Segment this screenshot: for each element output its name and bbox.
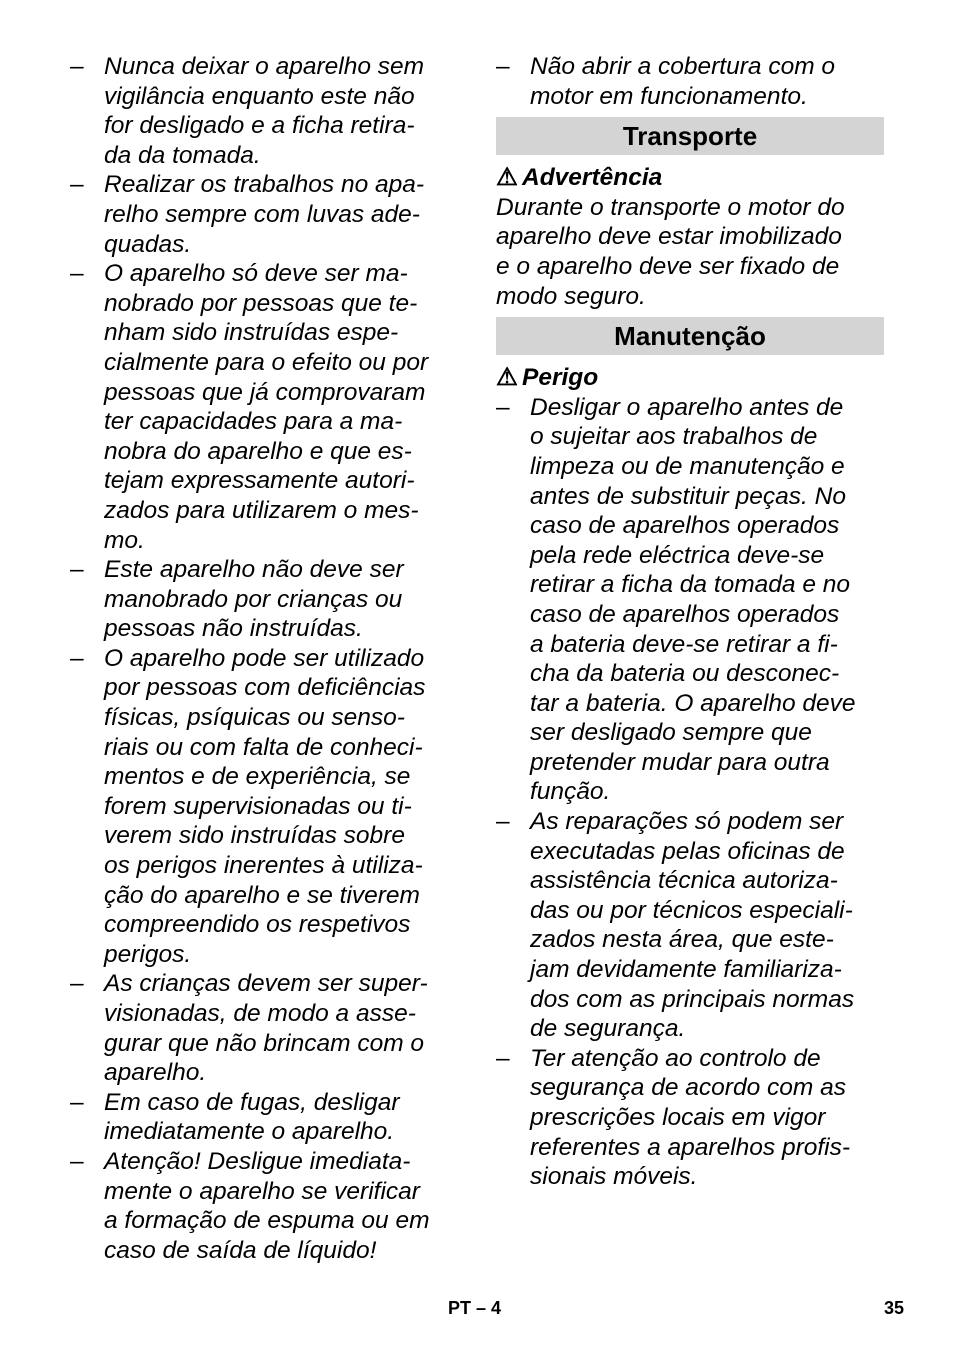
text-line: As crianças devem ser super- [104,970,428,998]
text-line: Desligar o aparelho antes de [530,393,844,421]
text-line: aparelho deve estar imobilizado [496,223,842,251]
bullet-dash: – [496,1044,510,1072]
bullet-dash: – [496,808,510,836]
left-column [70,52,465,1265]
bullet-dash: – [70,1088,84,1116]
text-line: caso de saída de líquido! [104,1236,377,1264]
text-line: físicas, psíquicas ou senso- [104,704,405,732]
text-line: Em caso de fugas, desligar [104,1088,400,1116]
warning-triangle-icon: ⚠ [496,364,518,392]
text-line: Ter atenção ao controlo de [530,1044,821,1072]
text-line: vigilância enquanto este não [104,82,415,110]
text-line: ser desligado sempre que [530,719,812,747]
text-line: e o aparelho deve ser fixado de [496,252,840,280]
text-line: pessoas não instruídas. [104,615,363,643]
transport-paragraph [496,193,884,311]
text-line: manobrado por crianças ou [104,585,403,613]
text-line: caso de aparelhos operados [530,600,840,628]
list-item [70,555,465,644]
text-line: compreendido os respetivos [104,911,411,939]
page-number: 35 [884,1298,905,1318]
bullet-dash: – [70,1147,84,1175]
text-line: pela rede eléctrica deve-se [530,541,825,569]
text-line: dos com as principais normas [530,985,855,1013]
text-line: da da tomada. [104,141,261,169]
list-item [496,393,884,807]
text-line: ter capacidades para a ma- [104,408,403,436]
text-line: das ou por técnicos especiali- [530,896,853,924]
text-line: Este aparelho não deve ser [104,556,404,584]
footer-section-label: PT – 4 [448,1298,502,1318]
text-line: retirar a ficha da tomada e no [530,571,851,599]
danger-line-maintenance [496,363,884,393]
text-line: As reparações só podem ser [530,808,844,836]
text-line: forem supervisionadas ou ti- [104,792,412,820]
text-line: o sujeitar aos trabalhos de [530,423,818,451]
text-line: sionais móveis. [530,1163,698,1191]
text-line: imediatamente o aparelho. [104,1118,395,1146]
list-item [70,170,465,259]
text-line: tejam expressamente autori- [104,467,415,495]
text-line: ção do aparelho e se tiverem [104,881,420,909]
bullet-dash: – [70,970,84,998]
bullet-dash: – [496,393,510,421]
list-item [496,1044,884,1192]
warning-triangle-icon: ⚠ [496,164,518,192]
bullet-dash: – [70,644,84,672]
section-heading-maintenance: Manutenção [496,317,884,355]
text-line: segurança de acordo com as [530,1074,846,1102]
text-line: aparelho. [104,1059,207,1087]
text-line: Nunca deixar o aparelho sem [104,53,425,80]
text-line: mente o aparelho se verificar [104,1177,420,1205]
text-line: zados para utilizarem o mes- [104,496,419,524]
list-item [70,969,465,1087]
text-line: modo seguro. [496,282,646,310]
list-item [496,807,884,1044]
text-line: mentos e de experiência, se [104,763,411,791]
text-line: limpeza ou de manutenção e [530,452,845,480]
text-line: jam devidamente familiariza- [530,956,842,984]
warning-line-transport [496,163,884,193]
text-line: nobrado por pessoas que te- [104,289,418,317]
text-line: pessoas que já comprovaram [104,378,426,406]
text-line: nham sido instruídas espe- [104,319,399,347]
warning-label: Advertência [522,164,663,192]
text-line: Realizar os trabalhos no apa- [104,171,425,199]
text-line: riais ou com falta de conheci- [104,733,423,761]
bullet-dash: – [70,260,84,288]
text-line: motor em funcionamento. [530,82,808,110]
list-item [70,259,465,555]
bullet-dash: – [496,53,510,80]
bullet-dash: – [70,556,84,584]
list-item [70,644,465,970]
text-line: mo. [104,526,145,554]
text-line: caso de aparelhos operados [530,512,840,540]
text-line: cialmente para o efeito ou por [104,348,429,376]
text-line: de segurança. [530,1015,686,1043]
list-item [496,52,884,111]
list-item [70,1088,465,1147]
text-line: nobra do aparelho e que es- [104,437,412,465]
text-line: os perigos inerentes à utiliza- [104,852,423,880]
text-line: gurar que não brincam com o [104,1029,425,1057]
text-line: a bateria deve-se retirar a fi- [530,630,838,658]
text-line: zados nesta área, que este- [530,926,834,954]
bullet-dash: – [70,53,84,80]
text-line: pretender mudar para outra [530,748,830,776]
text-line: prescrições locais em vigor [530,1104,826,1131]
text-line: for desligado e a ficha retira- [104,112,415,140]
text-line: tar a bateria. O aparelho deve [530,689,856,717]
text-line: função. [530,778,611,806]
text-line: perigos. [104,940,192,968]
danger-label: Perigo [522,364,599,392]
text-line: a formação de espuma ou em [104,1207,430,1235]
text-line: Durante o transporte o motor do [496,193,845,221]
text-line: cha da bateria ou desconec- [530,660,840,688]
bullet-dash: – [70,171,84,199]
list-item [70,1147,465,1265]
text-line: visionadas, de modo a asse- [104,1000,416,1027]
list-item [70,52,465,170]
text-line: relho sempre com luvas ade- [104,200,420,228]
text-line: antes de substituir peças. No [530,482,846,510]
text-line: O aparelho só deve ser ma- [104,260,408,288]
text-line: assistência técnica autoriza- [530,867,838,895]
section-heading-transport: Transporte [496,117,884,155]
text-line: Não abrir a cobertura com o [530,53,836,80]
text-line: executadas pelas oficinas de [530,837,845,865]
text-line: quadas. [104,230,192,258]
text-line: verem sido instruídas sobre [104,822,405,850]
text-line: por pessoas com deficiências [104,674,426,702]
text-line: Atenção! Desligue imediata- [104,1147,411,1175]
text-line: referentes a aparelhos profis- [530,1133,851,1161]
right-column [496,52,884,1192]
text-line: O aparelho pode ser utilizado [104,644,425,672]
